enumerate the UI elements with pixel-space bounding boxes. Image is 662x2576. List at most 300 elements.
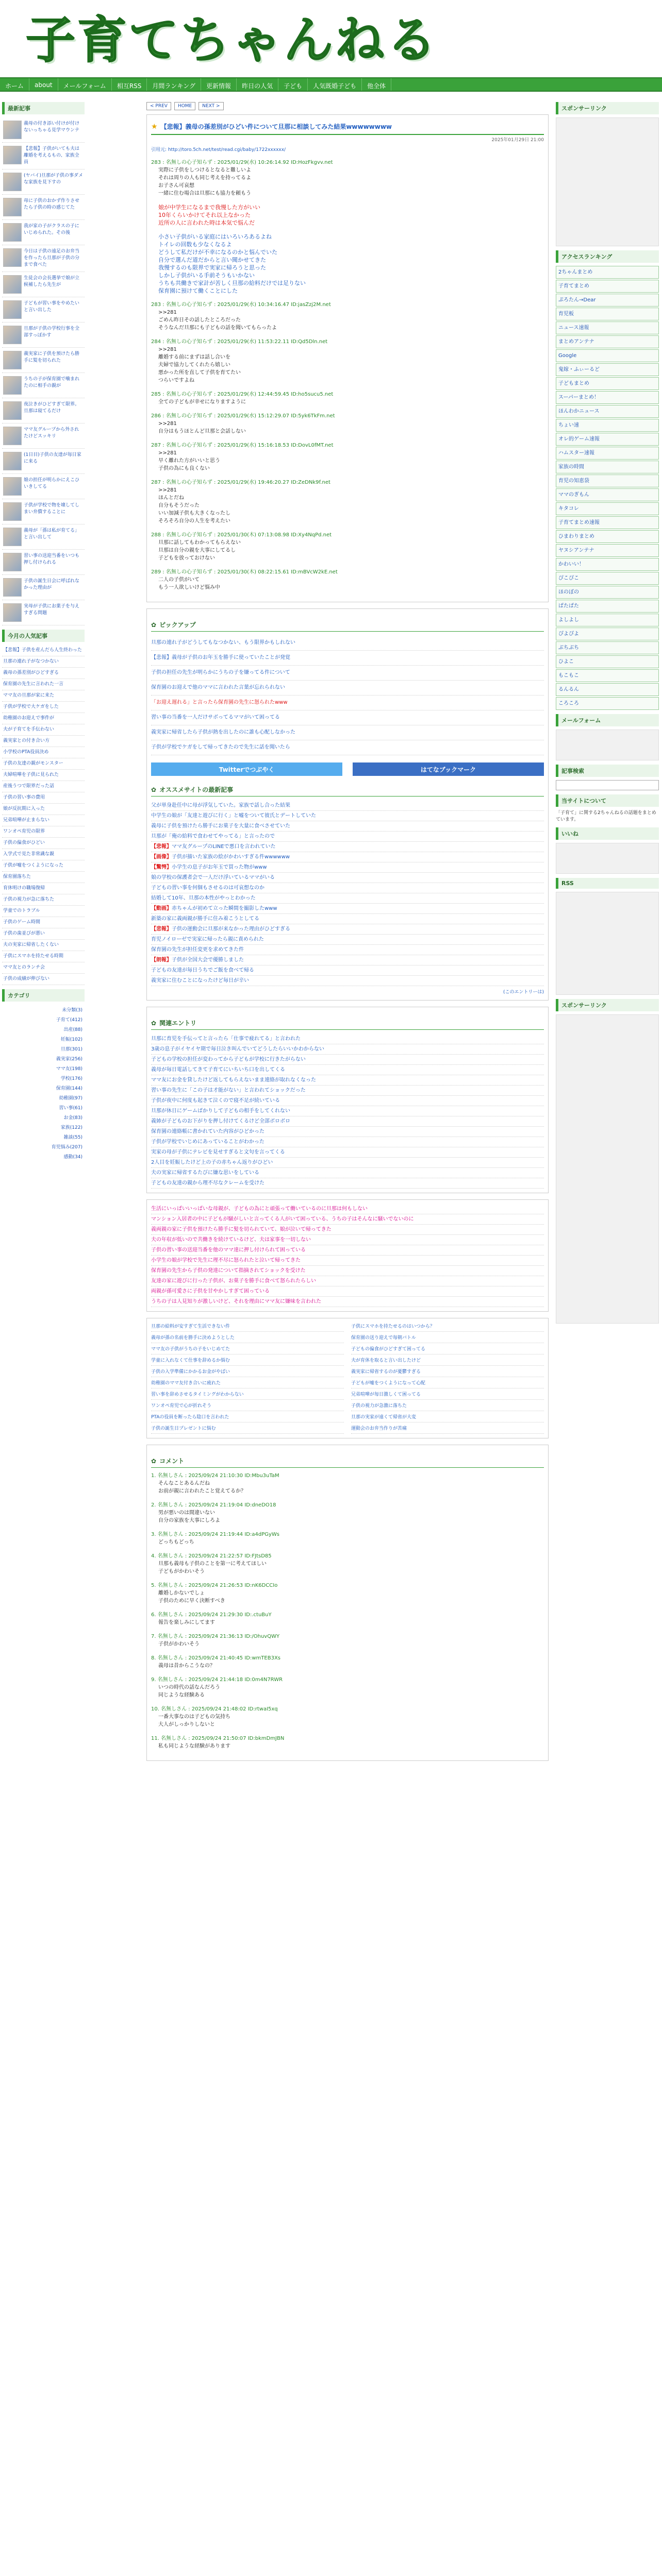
two-column-link[interactable]: 運動会のお弁当作りが苦痛 bbox=[351, 1425, 544, 1434]
nav-item[interactable]: ホーム bbox=[0, 78, 29, 91]
pink-link[interactable]: 友達の家に遊びに行った子供が、お菓子を勝手に食べて怒られたらしい bbox=[151, 1276, 544, 1286]
news-item[interactable] bbox=[2, 600, 85, 625]
related-link[interactable]: 旦那に育児を手伝ってと言ったら「仕事で疲れてる」と言われた bbox=[151, 1034, 544, 1044]
ranking-item[interactable]: 子供が嘘をつくようになった bbox=[2, 860, 85, 872]
recommend-item[interactable] bbox=[151, 904, 544, 914]
category-item[interactable]: 家族(122) bbox=[60, 1125, 82, 1130]
access-ranking-item[interactable]: ママのぎもん bbox=[556, 488, 659, 501]
like-heading: いいね bbox=[556, 827, 659, 840]
comment bbox=[151, 1705, 544, 1728]
access-ranking-item[interactable]: 鬼嫁・ふぃーるど bbox=[556, 363, 659, 376]
recommend-item[interactable] bbox=[151, 832, 544, 842]
category-item[interactable]: 学校(176) bbox=[60, 1076, 82, 1081]
related-link[interactable]: ママ友にお金を貸したけど返してもらえないまま連絡が取れなくなった bbox=[151, 1075, 544, 1086]
category-item[interactable]: 感動(34) bbox=[63, 1155, 82, 1160]
access-ranking-item[interactable]: 家族の時間 bbox=[556, 461, 659, 473]
ranking-item[interactable]: 子供にスマホを持たせる時期 bbox=[2, 951, 85, 962]
recommend-item[interactable] bbox=[151, 811, 544, 821]
response-line: 自分もそうだった bbox=[158, 503, 200, 509]
news-title: 母に子供のおかず作りさせたら子供の時の感じてた bbox=[24, 198, 80, 210]
access-ranking-item[interactable]: るんるん bbox=[556, 683, 659, 696]
pink-link[interactable]: 夫の年収が低いので共働きを続けているけど、夫は家事を一切しない bbox=[151, 1235, 544, 1245]
two-column-link[interactable]: ママ友の子供がうちの子をいじめてた bbox=[151, 1345, 344, 1354]
news-item[interactable] bbox=[2, 423, 85, 449]
recommend-item[interactable] bbox=[151, 914, 544, 924]
news-title: 子どもが習い事をやめたいと言い出した bbox=[24, 301, 80, 313]
news-item[interactable] bbox=[2, 297, 85, 323]
two-column-link[interactable]: PTAの役員を断ったら陰口を言われた bbox=[151, 1413, 344, 1422]
access-ranking-item[interactable]: ぶちぶち bbox=[556, 641, 659, 654]
nav-item[interactable]: 子ども bbox=[278, 78, 308, 91]
response-header: 284 : 名無しの心子知らず : 2025/01/29(水) 11:53:22.11 ID:Qd5Dln.net bbox=[151, 339, 328, 345]
ranking-item[interactable]: 入学式で見た非常識な親 bbox=[2, 849, 85, 860]
news-thumbnail bbox=[3, 300, 22, 319]
pickup-link[interactable]: 「お迎え遅れる」と言ったら保育園の先生に怒られたwww bbox=[151, 696, 544, 710]
news-item[interactable] bbox=[2, 499, 85, 524]
access-ranking-item[interactable]: ころころ bbox=[556, 697, 659, 710]
pickup-link[interactable]: 旦那の連れ子がどうしてもなつかない、もう限界かもしれない bbox=[151, 636, 544, 651]
related-link[interactable]: 夫の実家に帰省するたびに嫌な思いをしている bbox=[151, 1168, 544, 1178]
ad-slot[interactable] bbox=[556, 117, 659, 246]
access-ranking-item[interactable]: キタコレ bbox=[556, 502, 659, 515]
response-body bbox=[151, 449, 544, 472]
nav-item[interactable]: メールフォーム bbox=[58, 78, 112, 91]
two-column-link[interactable]: 幼稚園のママ友付き合いに疲れた bbox=[151, 1379, 344, 1388]
two-column-link[interactable]: 習い事を辞めさせるタイミングがわからない bbox=[151, 1391, 344, 1400]
news-item[interactable] bbox=[2, 474, 85, 499]
category-item[interactable]: 妊娠(102) bbox=[60, 1037, 82, 1042]
comment-header: 10. 名無しさん : 2025/09/24 21:48:02 ID:rtwaI5xq bbox=[151, 1706, 278, 1712]
ad-slot-2[interactable] bbox=[556, 1014, 659, 1324]
two-column-link[interactable]: ワンオペ育児で心が折れそう bbox=[151, 1402, 344, 1411]
access-ranking-item[interactable]: ぷろたん→Dear bbox=[556, 294, 659, 307]
category-item[interactable]: ママ友(198) bbox=[56, 1066, 82, 1072]
comment-body bbox=[151, 1480, 544, 1495]
news-thumbnail bbox=[3, 275, 22, 294]
recommend-item[interactable] bbox=[151, 893, 544, 904]
news-item[interactable] bbox=[2, 524, 85, 550]
recommend-item[interactable] bbox=[151, 873, 544, 883]
two-column-link[interactable]: 子供の誕生日プレゼントに悩む bbox=[151, 1425, 344, 1434]
news-item[interactable] bbox=[2, 449, 85, 474]
access-ranking-item[interactable]: かわいい！ bbox=[556, 558, 659, 571]
response-line: もう一人欲しいけど悩み中 bbox=[158, 585, 220, 590]
news-title: 我が家の子がクラスの子にいじめられた。その後 bbox=[24, 224, 79, 235]
related-link[interactable]: 2人目を妊娠したけど上の子の赤ちゃん返りがひどい bbox=[151, 1158, 544, 1168]
recommend-item[interactable] bbox=[151, 842, 544, 852]
two-column-grid bbox=[151, 1323, 544, 1434]
ranking-item[interactable]: 子供の成績が伸びない bbox=[2, 974, 85, 985]
related-heading-text: 関連エントリ bbox=[159, 1020, 197, 1027]
comment-body bbox=[151, 1509, 544, 1524]
ranking-item[interactable]: 旦那の連れ子がなつかない bbox=[2, 656, 85, 668]
ranking-item[interactable]: 育休明けの職場復帰 bbox=[2, 883, 85, 894]
recommend-text: 育児ノイローゼで実家に帰ったら親に責められた bbox=[151, 937, 264, 942]
two-column-link[interactable]: 義実家に帰省するのが憂鬱すぎる bbox=[351, 1368, 544, 1377]
recommend-tag: 【動画】 bbox=[151, 906, 172, 911]
news-title: 夜泣きがひどすぎて限界。旦那は寝てるだけ bbox=[24, 402, 80, 414]
response-line: それは周りの人も同じ考えを持ってるよ bbox=[158, 175, 251, 181]
pickup-link[interactable]: 子供が学校でケガをして帰ってきたので先生に話を聞いたら bbox=[151, 740, 544, 755]
access-ranking-item[interactable]: 子育てまとめ速報 bbox=[556, 516, 659, 529]
news-thumbnail bbox=[3, 401, 22, 420]
news-thumbnail bbox=[3, 198, 22, 216]
two-column-link[interactable]: 子供の入学準備にかかるお金がやばい bbox=[151, 1368, 344, 1377]
comments-box bbox=[146, 1445, 549, 1761]
access-ranking-item[interactable]: ニュース速報 bbox=[556, 321, 659, 334]
news-title: (1日目)子供の友達が毎日家に来る bbox=[24, 452, 81, 464]
comment-body bbox=[151, 1589, 544, 1605]
response-line: >>281 bbox=[158, 450, 177, 456]
two-column-link[interactable]: 学童に入れなくて仕事を辞めるか悩む bbox=[151, 1357, 344, 1366]
response-line: 自分で選んだ道だからと言い聞かせてきた bbox=[158, 257, 266, 263]
article-title-text: 【悲報】義母の孫差別がひどい件について旦那に相談してみた結果wwwwwwww bbox=[160, 123, 392, 130]
access-ranking-item[interactable]: 子どもまとめ bbox=[556, 377, 659, 390]
access-ranking-item[interactable]: 育児板 bbox=[556, 308, 659, 320]
pickup-link[interactable]: 【悲報】義母が子供のお年玉を勝手に使っていたことが発覚 bbox=[151, 651, 544, 666]
two-column-link[interactable]: 子どもの偏食がひどすぎて困ってる bbox=[351, 1345, 544, 1354]
ranking-item[interactable]: 夫婦喧嘩を子供に見られた bbox=[2, 770, 85, 781]
article-box bbox=[146, 114, 549, 602]
response-body bbox=[151, 233, 544, 295]
related-link[interactable]: 義姉が子どものお下がりを押し付けてくるけど全部ボロボロ bbox=[151, 1116, 544, 1127]
two-column-link[interactable]: 保育園の送り迎えで毎朝バトル bbox=[351, 1334, 544, 1343]
pink-link-box bbox=[146, 1199, 549, 1312]
category-item[interactable]: 義実家(256) bbox=[56, 1057, 82, 1062]
ranking-item[interactable]: 義実家との付き合い方 bbox=[2, 736, 85, 747]
comment bbox=[151, 1676, 544, 1699]
response bbox=[151, 391, 544, 406]
two-column-link[interactable]: 子どもが嘘をつくようになって心配 bbox=[351, 1379, 544, 1388]
response-line: そろそろ自分の人生を考えたい bbox=[158, 518, 230, 524]
news-title: 習い事の送迎当番をいつも押し付けられる bbox=[24, 553, 80, 565]
comment-line: 子どもがかわいそう bbox=[158, 1569, 205, 1574]
ranking-item[interactable]: 子供が学校で大ケガをした bbox=[2, 702, 85, 713]
twitter-share-button[interactable]: Twitterでつぶやく bbox=[151, 762, 342, 776]
recommend-tag: 【朗報】 bbox=[151, 957, 172, 963]
response-header: 288 : 名無しの心子知らず : 2025/01/30(木) 07:13:08.98 ID:Xy4NqPd.net bbox=[151, 532, 332, 538]
access-ranking-item[interactable]: ぴよぴよ bbox=[556, 628, 659, 640]
response-line: 娘が中学生になるまで我慢した方がいい bbox=[158, 204, 260, 211]
related-link[interactable]: 子供が学校でいじめにあっていることがわかった bbox=[151, 1137, 544, 1147]
pink-link[interactable]: マンション入居者の中に子どもが騒がしいと言ってくる人がいて困っている、うちの子はそんなに騒いでないのに bbox=[151, 1214, 544, 1225]
recommend-item[interactable] bbox=[151, 935, 544, 945]
response-body bbox=[151, 539, 544, 562]
response-line: 近所の人に言われた時は本気で悩んだ bbox=[158, 219, 255, 226]
response-line: どうして私だけが不幸になるのかと悩んでいた bbox=[158, 249, 277, 256]
right-sidebar bbox=[556, 98, 659, 1324]
related-link[interactable]: 3歳の息子がイヤイヤ期で毎日泣き叫んでいてどうしたらいいかわからない bbox=[151, 1044, 544, 1055]
leaf-icon: ✿ bbox=[151, 1019, 157, 1027]
post-date: 2025年01月29日 21:00 bbox=[491, 138, 544, 143]
pink-link[interactable]: 義両親の家に子供を預けたら勝手に髪を切られていて、娘が泣いて帰ってきた bbox=[151, 1225, 544, 1235]
related-link[interactable]: 習い事の先生に「この子は才能がない」と言われてショックだった bbox=[151, 1086, 544, 1096]
access-ranking-item[interactable]: ハムスター速報 bbox=[556, 447, 659, 460]
ranking-item[interactable]: 子供の偏食がひどい bbox=[2, 838, 85, 849]
access-ranking-item[interactable]: Google bbox=[556, 349, 659, 362]
mail-form[interactable] bbox=[556, 730, 659, 760]
response-line: 子供の為にも良くない bbox=[158, 466, 210, 471]
access-ranking-item[interactable]: スーパーまとめ！ bbox=[556, 391, 659, 404]
hatena-bookmark-button[interactable]: はてなブックマーク bbox=[353, 762, 544, 776]
news-item[interactable] bbox=[2, 272, 85, 297]
related-link[interactable]: 保育園の連絡帳に書かれていた内容がひどかった bbox=[151, 1127, 544, 1137]
related-link[interactable]: 旦那が休日にゲームばかりして子どもの相手をしてくれない bbox=[151, 1106, 544, 1116]
pink-link[interactable]: 両親が孫可愛さに子供を甘やかしすぎて困っている bbox=[151, 1286, 544, 1297]
ranking-item[interactable]: 子供の友達の親がモンスター bbox=[2, 758, 85, 770]
access-ranking-item[interactable]: ひよこ bbox=[556, 655, 659, 668]
two-column-link[interactable]: 旦那の実家が遠くて帰省が大変 bbox=[351, 1413, 544, 1422]
ranking-item[interactable]: 小学校のPTA役員決め bbox=[2, 747, 85, 758]
news-item[interactable] bbox=[2, 245, 85, 272]
category-item[interactable]: 子育て(412) bbox=[56, 1018, 82, 1023]
comment-line: 私も同じような経験があります bbox=[158, 1743, 230, 1749]
news-item[interactable] bbox=[2, 373, 85, 398]
news-item[interactable] bbox=[2, 117, 85, 143]
related-list bbox=[151, 1034, 544, 1189]
recommend-item[interactable] bbox=[151, 862, 544, 873]
nav-item[interactable]: 他全体 bbox=[362, 78, 391, 91]
site-logo-text: 子育てちゃんねる bbox=[26, 10, 438, 69]
nav-item[interactable]: 相互RSS bbox=[112, 78, 147, 91]
comment bbox=[151, 1633, 544, 1648]
access-ranking-item[interactable]: オレ的ゲーム速報 bbox=[556, 433, 659, 446]
pickup-link[interactable]: 子供の担任の先生が明らかにうちの子を嫌ってる件について bbox=[151, 666, 544, 681]
ranking-item[interactable]: 兄弟喧嘩が止まらない bbox=[2, 815, 85, 826]
pager-link[interactable]: HOME bbox=[174, 102, 195, 110]
news-item[interactable] bbox=[2, 323, 85, 348]
recommend-text: 義母に子供を預けたら勝手にお菓子を大量に食べさせていた bbox=[151, 823, 290, 829]
comments-list bbox=[151, 1472, 544, 1750]
access-ranking-item[interactable]: よしよし bbox=[556, 614, 659, 626]
access-ranking-item[interactable]: ぴこぴこ bbox=[556, 572, 659, 585]
pager bbox=[146, 102, 549, 110]
pink-link[interactable]: 子供の習い事の送迎当番を他のママ達に押し付けられて困っている bbox=[151, 1245, 544, 1256]
global-nav bbox=[0, 77, 662, 92]
comment-line: 子供のために早く決断すべき bbox=[158, 1598, 225, 1604]
response-header: 287 : 名無しの心子知らず : 2025/01/29(水) 15:16:18.53 ID:DovL0fMT.net bbox=[151, 443, 334, 448]
related-link[interactable]: 子どもの学校の担任が変わってから子どもが学校に行きたがらない bbox=[151, 1055, 544, 1065]
pink-link[interactable]: 生活にいっぱいいっぱいな母親が、子どもの為にと頑張って働いているのに旦那は何もしない bbox=[151, 1204, 544, 1214]
response-line: >>281 bbox=[158, 487, 177, 493]
sponsor-heading: スポンサーリンク bbox=[556, 102, 659, 114]
ranking-item[interactable]: 産後うつで限界だった話 bbox=[2, 781, 85, 792]
news-title: 義母が「孫は私が育てる」と言い出して bbox=[24, 528, 80, 540]
related-link[interactable]: 子どもの友達の親から理不尽なクレームを受けた bbox=[151, 1178, 544, 1189]
two-column-link[interactable]: 夫が育休を取ると言い出したけど bbox=[351, 1357, 544, 1366]
category-item[interactable]: 保育園(144) bbox=[56, 1086, 82, 1091]
category-item[interactable]: 育児悩み(207) bbox=[51, 1145, 82, 1150]
recommend-text: 子どもの習い事を何個もさせるのは可哀想なのか bbox=[151, 885, 264, 891]
news-item[interactable] bbox=[2, 575, 85, 600]
access-ranking-item[interactable]: もこもこ bbox=[556, 669, 659, 682]
response-line: 早く離れた方がいいと思う bbox=[158, 458, 220, 464]
access-ranking-item[interactable]: ひまわりまとめ bbox=[556, 530, 659, 543]
ranking-item[interactable]: ママ友の旦那が家に来た bbox=[2, 690, 85, 702]
recommend-heading bbox=[151, 783, 544, 796]
article-title[interactable] bbox=[151, 119, 544, 135]
news-item[interactable] bbox=[2, 550, 85, 575]
pickup-heading bbox=[151, 618, 544, 632]
ranking-item[interactable]: 学童でのトラブル bbox=[2, 906, 85, 917]
pickup-link[interactable]: 義実家に帰省したら子供が熱を出したのに誰も心配しなかった bbox=[151, 725, 544, 740]
recommend-heading-text: オススメサイトの最新記事 bbox=[159, 786, 234, 793]
pink-link[interactable]: 保育園の先生から子供の発達について指摘されてショックを受けた bbox=[151, 1266, 544, 1276]
two-column-link[interactable]: 義母が孫の名前を勝手に決めようとした bbox=[151, 1334, 344, 1343]
recommend-text: 子供の運動会に旦那が来なかった理由がひどすぎる bbox=[172, 926, 290, 932]
two-column-link[interactable]: 子供の視力が急激に落ちた bbox=[351, 1402, 544, 1411]
ranking-item[interactable]: 夫の実家に帰省したくない bbox=[2, 940, 85, 951]
response bbox=[151, 412, 544, 435]
recommend-text: 父が単身赴任中に母が浮気していた。家族で話し合った結果 bbox=[151, 803, 290, 808]
access-ranking-item[interactable]: 育児の知恵袋 bbox=[556, 474, 659, 487]
response-line: うちも共働きで家計が苦しく旦那の給料だけでは足りない bbox=[158, 280, 306, 286]
ranking-item[interactable]: 娘が反抗期に入った bbox=[2, 804, 85, 815]
ranking-item[interactable]: 子供の視力が急に落ちた bbox=[2, 894, 85, 906]
news-item[interactable] bbox=[2, 170, 85, 195]
response-header: 283 : 名無しの心子知らず : 2025/01/29(水) 10:34:16.47 ID:jasZzj2M.net bbox=[151, 302, 331, 308]
category-item[interactable]: 習い事(61) bbox=[59, 1106, 82, 1111]
recommend-text: 子供が描いた家族の絵がかわいすぎる件wwwwww bbox=[172, 854, 290, 860]
response bbox=[151, 301, 544, 332]
access-ranking-item[interactable]: ほのぼの bbox=[556, 586, 659, 599]
news-thumbnail bbox=[3, 146, 22, 164]
category-item[interactable]: 未分類(3) bbox=[62, 1008, 82, 1013]
ranking-item[interactable]: 幼稚園のお迎えで事件が bbox=[2, 713, 85, 724]
related-link[interactable]: 実家の母が子供にテレビを見せすぎると文句を言ってくる bbox=[151, 1147, 544, 1158]
news-item[interactable] bbox=[2, 220, 85, 245]
category-item[interactable]: 出産(88) bbox=[63, 1027, 82, 1032]
pager-link[interactable]: NEXT > bbox=[198, 102, 223, 110]
ranking-item[interactable]: ワンオペ育児の限界 bbox=[2, 826, 85, 838]
search-heading: 記事検索 bbox=[556, 765, 659, 777]
ranking-item[interactable]: 保育園の先生に言われた一言 bbox=[2, 679, 85, 690]
recommend-item[interactable] bbox=[151, 955, 544, 965]
recommend-item[interactable] bbox=[151, 883, 544, 893]
recommend-item[interactable] bbox=[151, 801, 544, 811]
leaf-icon: ✿ bbox=[151, 621, 157, 629]
response-line: 一緒に住む場合は旦那にも協力を頼もう bbox=[158, 191, 251, 196]
recommend-item[interactable] bbox=[151, 924, 544, 935]
response-line: ほんとだね bbox=[158, 495, 184, 501]
ranking-item[interactable]: 夫が子育てを手伝わない bbox=[2, 724, 85, 736]
response-line: 子どもを放っておけない bbox=[158, 555, 215, 561]
comment-body bbox=[151, 1684, 544, 1699]
recommend-item[interactable] bbox=[151, 821, 544, 832]
response-line: >>281 bbox=[158, 310, 177, 315]
recommend-item[interactable] bbox=[151, 965, 544, 976]
nav-item[interactable]: 月間ランキング bbox=[147, 78, 201, 91]
category-item[interactable]: 雑談(55) bbox=[63, 1135, 82, 1140]
pink-link[interactable]: うちの子は人見知りが激しいけど、それを理由にママ友に嫌味を言われた bbox=[151, 1297, 544, 1307]
nav-item[interactable]: 更新情報 bbox=[201, 78, 237, 91]
response bbox=[151, 531, 544, 562]
comment-header: 3. 名無しさん : 2025/09/24 21:19:44 ID:a4dPGyWs bbox=[151, 1532, 280, 1537]
two-column-link[interactable]: 子供にスマホを持たせるのはいつから？ bbox=[351, 1323, 544, 1332]
category-item[interactable]: お金(83) bbox=[63, 1115, 82, 1121]
access-ranking-item[interactable]: 子育てまとめ bbox=[556, 280, 659, 293]
response-line: 旦那に話してもわかってもらえない bbox=[158, 540, 241, 546]
recommend-text: 新築の家に義両親が勝手に住み着こうとしてる bbox=[151, 916, 259, 922]
recommend-tag: 【驚愕】 bbox=[151, 865, 172, 870]
news-item[interactable] bbox=[2, 398, 85, 423]
ranking-item[interactable]: 子供のゲーム時間 bbox=[2, 917, 85, 928]
comment-header: 1. 名無しさん : 2025/09/24 21:10:30 ID:Mbu3uTaM bbox=[151, 1473, 279, 1479]
news-title: 生徒会の会長選挙で娘が立候補したら先生が bbox=[24, 276, 80, 287]
response-header: 286 : 名無しの心子知らず : 2025/01/29(水) 15:12:29.07 ID:5yk6TkFm.net bbox=[151, 413, 335, 419]
news-thumbnail bbox=[3, 173, 22, 191]
news-item[interactable] bbox=[2, 348, 85, 373]
like-widget[interactable] bbox=[556, 843, 659, 874]
related-link[interactable]: 義母が毎日電話してきて子育てにいちいち口を出してくる bbox=[151, 1065, 544, 1075]
comment-header: 2. 名無しさん : 2025/09/24 21:19:04 ID:dneDO18 bbox=[151, 1502, 276, 1508]
access-ranking-item[interactable]: ほんわかニュース bbox=[556, 405, 659, 418]
response bbox=[151, 338, 544, 384]
ranking-item[interactable]: 保育園落ちた bbox=[2, 872, 85, 883]
category-item[interactable]: 幼稚園(97) bbox=[59, 1096, 82, 1101]
pickup-link[interactable]: 習い事の当番を一人だけサボってるママがいて困ってる bbox=[151, 710, 544, 725]
response-body bbox=[151, 420, 544, 435]
recommend-item[interactable] bbox=[151, 976, 544, 986]
access-ranking-list bbox=[556, 266, 659, 710]
rss-widget[interactable] bbox=[556, 892, 659, 995]
response bbox=[151, 568, 544, 591]
two-column-link[interactable]: 兄弟喧嘩が毎日激しくて困ってる bbox=[351, 1391, 544, 1400]
access-ranking-item[interactable]: ぱたぱた bbox=[556, 600, 659, 613]
access-ranking-item[interactable]: 2ちゃんまとめ bbox=[556, 266, 659, 279]
response-line: 夫婦で協力してくれたら嬉しい bbox=[158, 362, 230, 368]
nav-item[interactable]: 人気既婚子ども bbox=[308, 78, 362, 91]
ranking-item[interactable]: 子供の習い事の費用 bbox=[2, 792, 85, 804]
site-logo[interactable] bbox=[26, 10, 438, 69]
two-column-links bbox=[146, 1318, 549, 1438]
ranking-item[interactable]: ママ友とのランチ会 bbox=[2, 962, 85, 974]
ranking-item[interactable]: 義母の孫差別がひどすぎる bbox=[2, 668, 85, 679]
pink-link-list bbox=[151, 1204, 544, 1307]
two-column-link[interactable]: 旦那の給料が安すぎて生活できない件 bbox=[151, 1323, 344, 1332]
response-line: 小さい子供がいる家庭にはいろいろあるよね bbox=[158, 233, 272, 240]
news-item[interactable] bbox=[2, 195, 85, 220]
response-line: >>281 bbox=[158, 347, 177, 352]
news-title: 義母の付き添い付けが付けないっちゃる見学マウンテ bbox=[24, 121, 80, 133]
source-link[interactable]: 引用元: http://toro.5ch.net/test/read.cgi/baby/1722xxxxxx/ bbox=[151, 147, 286, 152]
recommend-text: 義実家に住むことになったけど毎日が辛い bbox=[151, 978, 249, 984]
response-body bbox=[151, 398, 544, 406]
recommend-footer[interactable]: (このエントリーは) bbox=[503, 990, 544, 995]
response bbox=[151, 204, 544, 227]
ranking-item[interactable]: 子供の歯並びが悪い bbox=[2, 928, 85, 940]
recommend-item[interactable] bbox=[151, 945, 544, 955]
access-ranking-item[interactable]: まとめアンテナ bbox=[556, 335, 659, 348]
nav-item[interactable]: 昨日の人気 bbox=[237, 78, 278, 91]
recommend-item[interactable] bbox=[151, 852, 544, 862]
search-input[interactable] bbox=[556, 780, 659, 790]
comment-body bbox=[151, 1538, 544, 1546]
about-heading: 当サイトについて bbox=[556, 794, 659, 807]
access-ranking-item[interactable]: ヤヌシアンテナ bbox=[556, 544, 659, 557]
pager-link[interactable]: < PREV bbox=[146, 102, 171, 110]
category-item[interactable]: 旦那(301) bbox=[60, 1047, 82, 1052]
pickup-link[interactable]: 保育園のお迎えで他のママに言われた言葉が忘れられない bbox=[151, 681, 544, 696]
comment-header: 9. 名無しさん : 2025/09/24 21:44:18 ID:0m4N7RWR bbox=[151, 1677, 283, 1683]
news-item[interactable] bbox=[2, 143, 85, 170]
pink-link[interactable]: 小学生の娘が学校で先生に理不尽に怒られたと泣いて帰ってきた bbox=[151, 1256, 544, 1266]
comment-header: 4. 名無しさん : 2025/09/24 21:22:57 ID:FJtsD85 bbox=[151, 1553, 272, 1559]
nav-item[interactable]: about bbox=[29, 78, 58, 91]
related-link[interactable]: 子供が夜中に何度も起きて泣くので寝不足が続いている bbox=[151, 1096, 544, 1106]
access-ranking-item[interactable]: ちょい速 bbox=[556, 419, 659, 432]
ranking-item[interactable]: 【悲報】子供を産んだら人生終わった bbox=[2, 645, 85, 656]
